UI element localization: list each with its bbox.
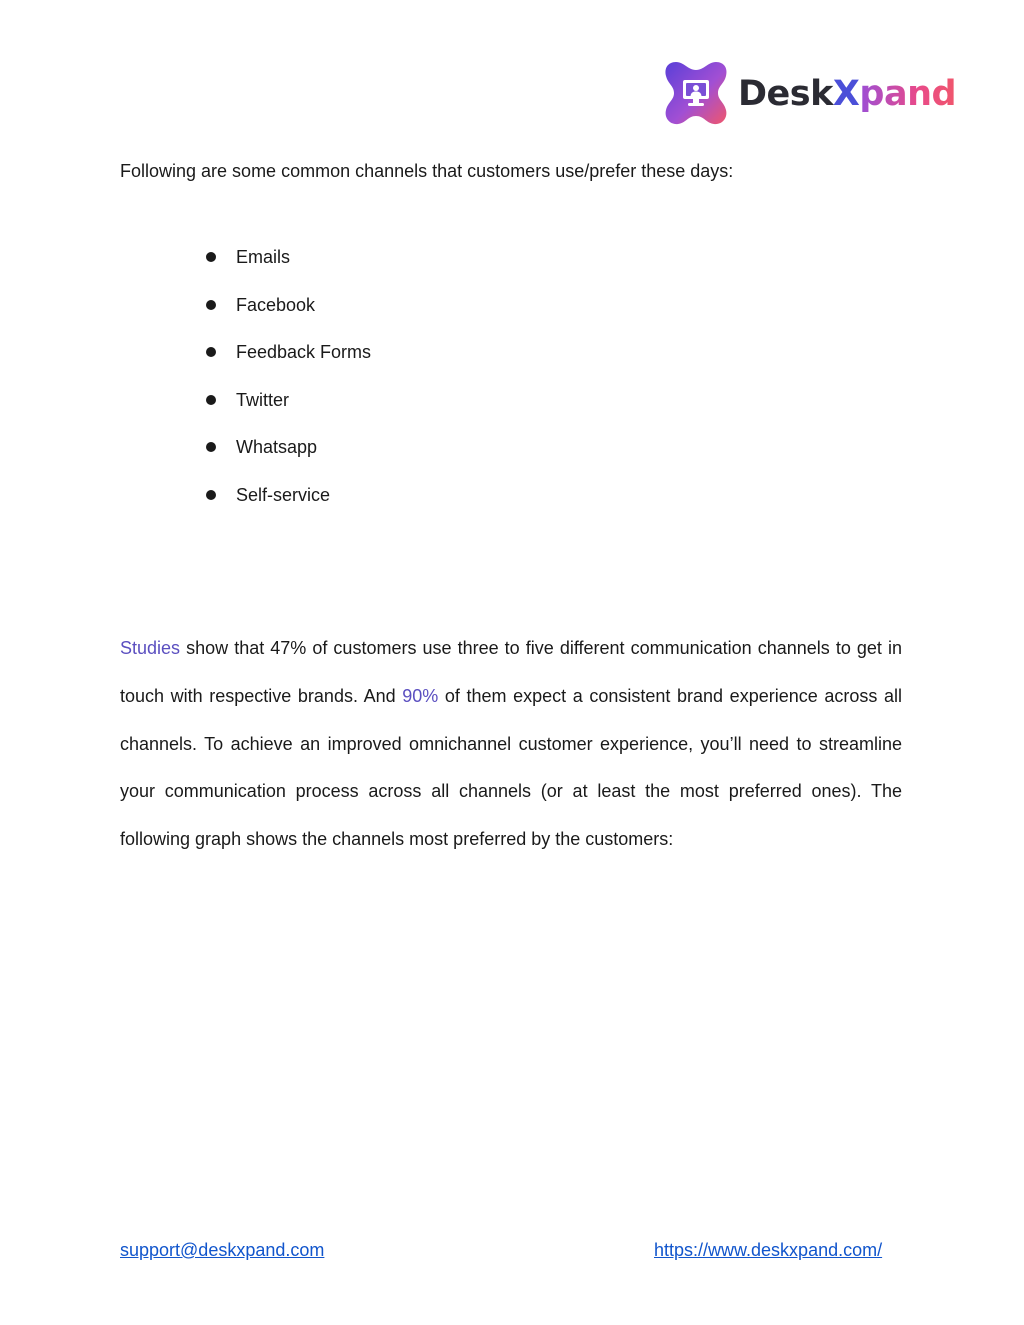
bullet-icon (206, 395, 216, 405)
list-item-label: Twitter (236, 389, 290, 410)
website-link[interactable]: https://www.deskxpand.com/ (654, 1240, 883, 1260)
deskxpand-logo (664, 60, 956, 126)
paragraph-text-2: of them expect a consistent brand experience across all channels. To achieve an improved omnichannel customer experience, you’ll need to streamline your communication process across all channels (or at least the most preferred ones). The following graph shows the channels most preferred by the customers: (120, 685, 902, 849)
list-item-label: Feedback Forms (236, 342, 372, 363)
logo-pand: pand (859, 73, 957, 114)
bullet-icon (206, 347, 216, 357)
bullet-icon (206, 490, 216, 500)
bullet-icon (206, 252, 216, 262)
support-email-link[interactable]: support@deskxpand.com (120, 1240, 325, 1260)
ninety-percent-link[interactable]: 90% (402, 685, 439, 706)
bullet-icon (206, 442, 216, 452)
list-item (206, 388, 371, 436)
intro-text: Following are some common channels that customers use/prefer these days: (120, 161, 734, 181)
studies-link[interactable]: Studies (120, 638, 181, 658)
paragraph-text-1: show that 47% of customers use three to five different communication channels to get in touch with respective brands. And (120, 638, 902, 706)
bullet-icon (206, 300, 216, 310)
body-paragraph (120, 625, 902, 864)
list-item-label: Self-service (236, 484, 331, 505)
logo-x: X (832, 73, 860, 114)
list-item-label: Whatsapp (236, 437, 318, 458)
list-item (206, 293, 371, 341)
list-item (206, 483, 371, 531)
list-item (206, 340, 371, 388)
list-item-label: Facebook (236, 294, 316, 315)
list-item-label: Emails (236, 247, 291, 267)
logo-wordmark (738, 73, 957, 114)
channel-list (206, 245, 371, 531)
list-item (206, 435, 371, 483)
monitor-person-icon (664, 60, 728, 126)
list-item (206, 245, 371, 293)
logo-desk: Desk (738, 73, 833, 114)
